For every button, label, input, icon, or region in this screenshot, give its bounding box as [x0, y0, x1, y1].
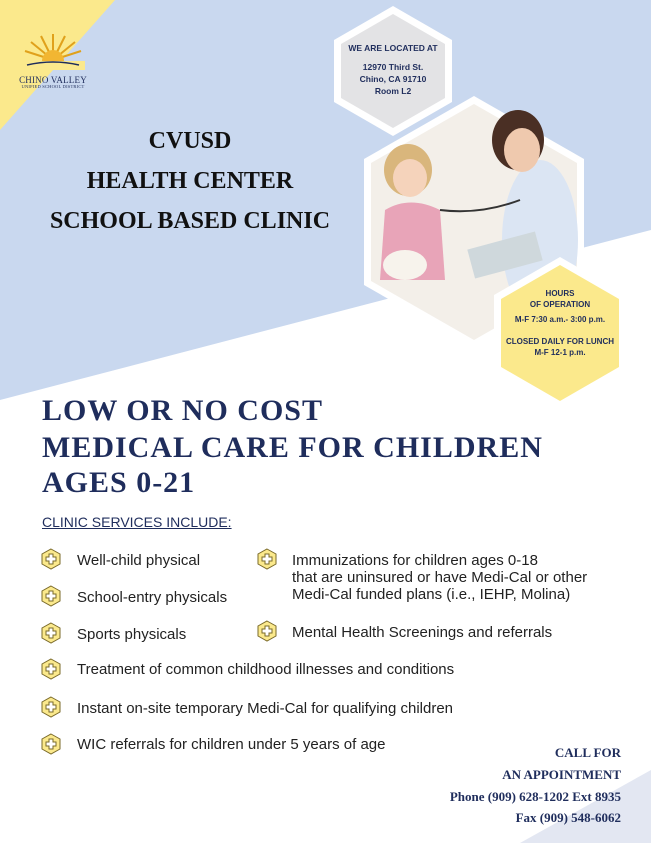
- logo-subtitle: UNIFIED SCHOOL DISTRICT: [21, 84, 85, 89]
- title-line-1: CVUSD: [148, 128, 232, 154]
- service-school-entry: School-entry physicals: [77, 589, 228, 606]
- hours-heading-1: HOURS: [545, 289, 575, 298]
- service-medi-cal: Instant on-site temporary Medi-Cal for qualifying children: [77, 700, 454, 717]
- sunrise-logo-icon: [21, 30, 85, 70]
- plus-hex-icon: [40, 585, 62, 607]
- headline-line-2: MEDICAL CARE FOR CHILDREN: [42, 431, 543, 464]
- location-heading: WE ARE LOCATED AT: [348, 43, 438, 53]
- service-well-child: Well-child physical: [77, 552, 201, 569]
- phone-number: Phone (909) 628-1202 Ext 8935: [449, 789, 621, 804]
- hours-heading-2: OF OPERATION: [529, 300, 591, 309]
- location-info: [341, 42, 445, 97]
- call-for: CALL FOR: [554, 745, 621, 760]
- hours-info: [496, 288, 624, 358]
- hours-time: M-F 7:30 a.m.- 3:00 p.m.: [514, 315, 606, 324]
- logo-name: CHINO VALLEY: [19, 75, 87, 85]
- services-label: CLINIC SERVICES INCLUDE:: [42, 514, 232, 530]
- plus-hex-icon: [256, 548, 278, 570]
- service-immunizations-line-2: that are uninsured or have Medi-Cal or other: [292, 569, 588, 586]
- lunch-heading: CLOSED DAILY FOR LUNCH: [505, 337, 614, 346]
- service-immunizations: [292, 552, 587, 603]
- service-immunizations-line-1: Immunizations for children ages 0-18: [292, 552, 538, 569]
- headline-line-3: AGES 0-21: [42, 466, 196, 499]
- plus-hex-icon: [40, 696, 62, 718]
- plus-hex-icon: [40, 548, 62, 570]
- plus-hex-icon: [40, 733, 62, 755]
- lunch-time: M-F 12-1 p.m.: [534, 348, 586, 357]
- location-room: Room L2: [374, 86, 412, 96]
- appointment-heading: AN APPOINTMENT: [502, 767, 621, 782]
- title-line-3: SCHOOL BASED CLINIC: [49, 208, 331, 234]
- location-city: Chino, CA 91710: [359, 74, 427, 84]
- service-wic: WIC referrals for children under 5 years of age: [77, 736, 386, 753]
- plus-hex-icon: [40, 622, 62, 644]
- headline-line-1: LOW OR NO COST: [42, 394, 323, 427]
- service-mental-health: Mental Health Screenings and referrals: [292, 624, 553, 641]
- service-sports: Sports physicals: [77, 626, 187, 643]
- plus-hex-icon: [256, 620, 278, 642]
- service-immunizations-line-3: Medi-Cal funded plans (i.e., IEHP, Molina): [292, 586, 571, 603]
- location-street: 12970 Third St.: [362, 62, 424, 72]
- district-logo: [14, 30, 92, 90]
- fax-number: Fax (909) 548-6062: [515, 810, 621, 825]
- plus-hex-icon: [40, 658, 62, 680]
- service-treatment: Treatment of common childhood illnesses and conditions: [77, 661, 455, 678]
- title-line-2: HEALTH CENTER: [86, 168, 294, 194]
